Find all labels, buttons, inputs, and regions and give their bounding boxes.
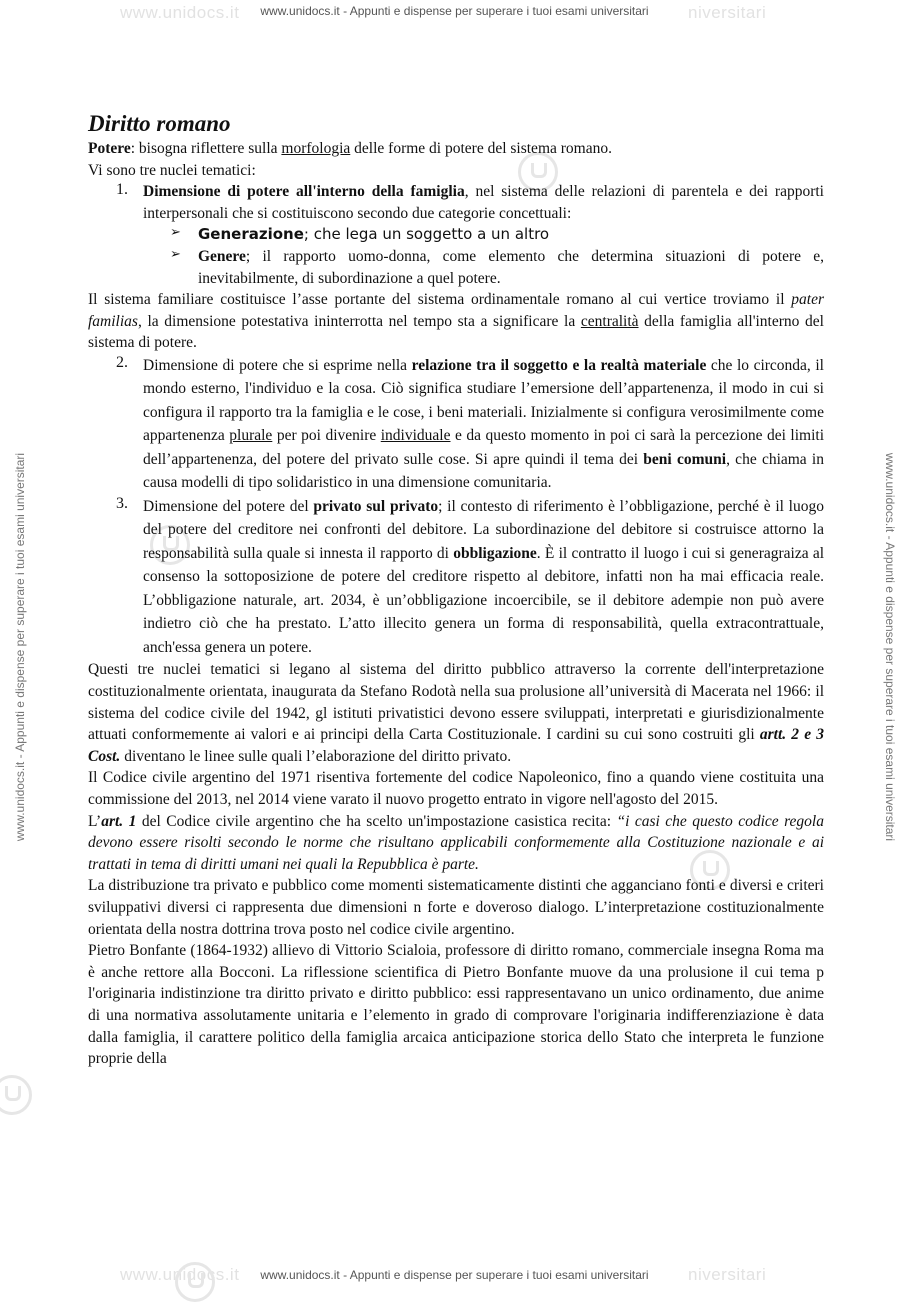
numbered-list [116,181,824,224]
arrow-bullet-icon: ➢ [170,224,181,240]
list-item-3: 3. Dimensione del potere del privato sul privato; il contesto di riferimento è l’obbligazione, perché è il luogo del potere del creditore nei confronti del debitore. La subordinazione del debitore si costruisce attorno la responsabilità sulla quale si innesta il rapporto di obbligazione. È il contratto il luogo i cui si generagraiza al consenso la sottoposizione de potere del creditore rispetto al debitore, infatti non ha mai efficacia reale. L’obbligazione naturale, art. 2034, è un’obbligazione incoercibile, se il debitore adempie non può avere indietro ciò che ha prestato. L’atto illecito genera un forma di responsabilità, quella extracontrattuale, anch'essa genera un potere. [116,494,825,656]
paragraph-sistema-familiare: Il sistema familiare costituisce l’asse portante del sistema ordinamentale romano al cui vertice troviamo il pater familias, la dimensione potestativa ininterrotta nel tempo sta a significare la centralità della famiglia all'interno del sistema di potere. [88,291,824,352]
list-number: 1. [116,181,128,199]
paragraph-art-1: L’art. 1 del Codice civile argentino che ha scelto un'impostazione casistica recita: “i casi che questo codice regola devono essere risolti secondo le norme che risultano applicabili conformemente alla Costituzione nazionale e ai trattati in tema di diritti umani nei quali la Repubblica è parte. [88,812,824,873]
list-number: 3. [116,494,128,512]
watermark-logo-icon [175,1262,215,1302]
watermark-ghost-bottom-left: www.unidocs.it [120,1265,240,1284]
document-title: Diritto romano [88,111,231,136]
watermark-ghost-bottom-right: niversitari [688,1265,767,1284]
watermark-ghost-top-left: www.unidocs.it [120,3,240,22]
document-body [88,110,824,1070]
watermark-top: www.unidocs.it - Appunti e dispense per superare i tuoi esami universitari [260,4,649,18]
list-item-2: 2. Dimensione di potere che si esprime nella relazione tra il soggetto e la realtà materiale che lo circonda, il mondo esterno, l'individuo e la cosa. Ciò significa studiare l’emersione dell’appartenenza, il modo in cui si configura il rapporto tra la famiglia e le cose, i beni materiali. Inizialmente si configura verosimilmente come appartenenza plurale per poi divenire individuale e da questo momento in poi ci sarà la percezione dei limiti dell’appartenenza, del potere del privato sulle cose. Si apre quindi il tema dei beni comuni, che chiama in causa modelli di tipo solidaristico in una dimensione comunitaria. [116,353,824,492]
paragraph-questi-nuclei: Questi tre nuclei tematici si legano al sistema del diritto pubblico attraverso la corrente dell'interpretazione costituzionalmente orientata, inaugurata da Stefano Rodotà nella sua prolusione all’università di Macerata nel 1966: il sistema del codice civile del 1942, gl istituti privatistici devono essere sviluppati, interpretati e giurisdizionalmente attuati conformemente ai valori e ai principi della Carta Costituzionale. I cardini su cui sono costruiti gli artt. 2 e 3 Cost. diventano le linee sulle quali l’elaborazione del diritto privato. [88,661,824,765]
bullet-item-generazione: ➢ Generazione; che lega un soggetto a un altro [170,224,550,244]
intro-lead: Potere [88,140,131,157]
watermark-right: www.unidocs.it - Appunti e dispense per superare i tuoi esami universitari [883,452,897,842]
list-item-1: 1. Dimensione di potere all'interno della famiglia, nel sistema delle relazioni di parentela e dei rapporti interpersonali che si costituiscono secondo due categorie concettuali: [116,181,824,222]
bullet-item-genere: ➢ Genere; il rapporto uomo-donna, come elemento che determina situazioni di potere e, inevitabilmente, di subordinazione a quel potere. [170,245,824,287]
watermark-ghost-top-right: niversitari [688,3,767,22]
paragraph-bonfante: Pietro Bonfante (1864-1932) allievo di Vittorio Scialoia, professore di diritto romano, commerciale insegna Roma ma è anche rettore alla Bocconi. La riflessione scientifica di Pietro Bonfante muove da una prolusione il cui tema p l'originaria indistinzione tra diritto privato e diritto pubblico: essi rappresentavano un unico ordinamento, due anime di una normativa assolutamente unitaria e l’elemento in grado di comprovare l'originaria indifferenziazione è data dalla famiglia, il carattere politico della famiglia arcaica anticipazione storica dello Stato che interpreta le funzione proprie della [88,942,824,1068]
intro-paragraph: Potere: bisogna riflettere sulla morfologia delle forme di potere del sistema romano. [88,140,612,157]
watermark-left: www.unidocs.it - Appunti e dispense per superare i tuoi esami universitari [13,452,27,842]
paragraph-codice-argentino: Il Codice civile argentino del 1971 risentiva fortemente del codice Napoleonico, fino a quando viene costituita una commissione del 2013, nel 2014 viene varato il nuovo progetto entrato in vigore nell'agosto del 2015. [88,769,824,808]
list-number: 2. [116,353,128,371]
watermark-bottom: www.unidocs.it - Appunti e dispense per superare i tuoi esami universitari [260,1268,649,1282]
arrow-bullet-icon: ➢ [170,245,181,261]
numbered-list-continued [116,354,824,660]
nuclei-intro: Vi sono tre nuclei tematici: [88,161,256,179]
paragraph-distribuzione: La distribuzione tra privato e pubblico come momenti sistematicamente distinti che agganciano fonti e diversi e criteri sviluppativi diversi ci rappresenta due dimensioni n forte e doveroso dialogo. L’interpretazione costituzionalmente orientata della nostra dottrina trova posto nel codice civile argentino. [88,877,824,938]
watermark-logo-icon [0,1075,32,1115]
